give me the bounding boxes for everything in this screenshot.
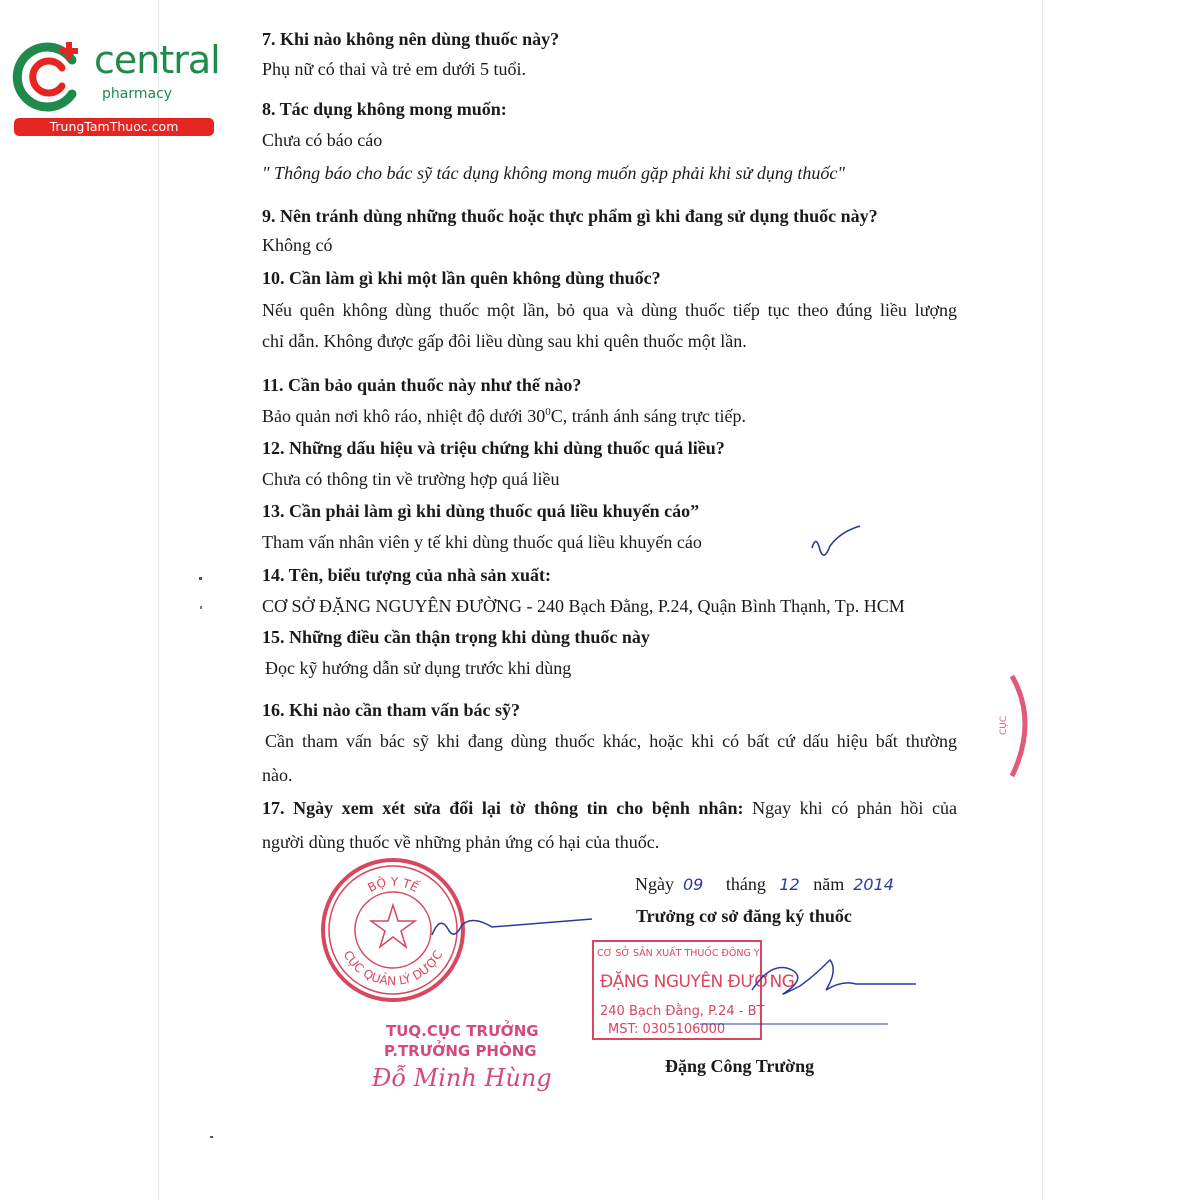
edge-stamp-arc-icon — [1012, 676, 1025, 776]
q10-heading: 10. Cần làm gì khi một lần quên không dùng thuốc? — [262, 268, 661, 288]
q11-text-a: Bảo quản nơi khô ráo, nhiệt độ dưới 30 — [262, 406, 546, 426]
q7-text: Phụ nữ có thai và trẻ em dưới 5 tuổi. — [262, 59, 526, 79]
company-stamp-line1: CƠ SỞ SẢN XUẤT THUỐC ĐÔNG Y — [597, 948, 760, 959]
ministry-round-seal — [318, 855, 468, 1005]
q10-text-line2: chỉ dẫn. Không được gấp đôi liều dùng sau khi quên thuốc một lần. — [262, 331, 747, 351]
date-month-label: tháng — [725, 874, 766, 894]
authority-name: Đỗ Minh Hùng — [372, 1064, 552, 1092]
seal-ring-text: CỤC QUẢN LÝ DƯỢC — [340, 948, 446, 989]
speck — [210, 1136, 213, 1138]
logo-url-badge[interactable]: TrungTamThuoc.com — [14, 118, 214, 136]
speck — [199, 577, 202, 580]
page-edge-right — [1042, 0, 1043, 1200]
q11-heading: 11. Cần bảo quản thuốc này như thế nào? — [262, 375, 582, 395]
q8-text: Chưa có báo cáo — [262, 130, 383, 150]
authority-line2: P.TRƯỞNG PHÒNG — [384, 1042, 537, 1060]
q17-text-line1: Ngay khi có phản hồi của — [752, 798, 958, 818]
q14-text: CƠ SỞ ĐẶNG NGUYÊN ĐƯỜNG - 240 Bạch Đằng, P.24, Quận Bình Thạnh, Tp. HCM — [262, 596, 905, 616]
signer-title: Trưởng cơ sở đăng ký thuốc — [636, 906, 852, 926]
q11-text-b: C, tránh ánh sáng trực tiếp. — [550, 406, 746, 426]
q13-text: Tham vấn nhân viên y tế khi dùng thuốc quá liều khuyến cáo — [262, 532, 702, 552]
q8-heading: 8. Tác dụng không mong muốn: — [262, 99, 507, 119]
q7-heading: 7. Khi nào không nên dùng thuốc này? — [262, 29, 560, 49]
speck — [200, 606, 202, 609]
date-year-value: 2014 — [853, 875, 894, 894]
q17-text-line2: người dùng thuốc về những phản ứng có hại của thuốc. — [262, 832, 660, 852]
logo-subtitle: pharmacy — [102, 86, 173, 102]
q12-heading: 12. Những dấu hiệu và triệu chứng khi dùng thuốc quá liều? — [262, 438, 725, 458]
company-stamp-line4: MST: 0305106000 — [608, 1022, 726, 1037]
q9-text: Không có — [262, 235, 333, 255]
company-stamp — [592, 940, 795, 1040]
q8-note: " Thông báo cho bác sỹ tác dụng không mong muốn gặp phải khi sử dụng thuốc" — [262, 163, 845, 183]
q16-text-line2: nào. — [262, 765, 293, 785]
authority-line1: TUQ.CỤC TRƯỞNG — [386, 1022, 539, 1040]
date-year-label: năm — [813, 874, 845, 894]
page-edge-left — [158, 0, 159, 1200]
q16-heading: 16. Khi nào cần tham vấn bác sỹ? — [262, 700, 521, 720]
date-day-value: 09 — [683, 875, 704, 894]
company-stamp-line2: ĐẶNG NGUYÊN ĐƯỜNG — [600, 972, 795, 992]
q17-line1 — [262, 797, 957, 819]
q15-heading: 15. Những điều cần thận trọng khi dùng thuốc này — [262, 627, 650, 647]
date-month-value: 12 — [779, 875, 800, 894]
q14-heading: 14. Tên, biểu tượng của nhà sản xuất: — [262, 565, 552, 585]
check-mark-icon — [812, 526, 860, 555]
seal-top-text: BỘ Y TẾ — [365, 874, 421, 895]
signer-name: Đặng Công Trường — [665, 1056, 815, 1076]
q10-text-line1: Nếu quên không dùng thuốc một lần, bỏ qua và dùng thuốc tiếp tục theo đúng liều lượng — [262, 300, 957, 320]
q15-text: Đọc kỹ hướng dẫn sử dụng trước khi dùng — [265, 658, 572, 678]
central-logo-icon — [10, 38, 88, 116]
q11-text — [262, 405, 746, 427]
q17-heading: 17. Ngày xem xét sửa đổi lại tờ thông tin cho bệnh nhân: — [262, 798, 744, 818]
logo-name: central — [94, 38, 220, 82]
central-pharmacy-logo[interactable] — [10, 38, 220, 138]
q12-text: Chưa có thông tin về trường hợp quá liều — [262, 469, 560, 489]
date-day-label: Ngày — [635, 874, 674, 894]
edge-stamp-text: CỤC — [999, 715, 1009, 735]
q13-heading: 13. Cần phải làm gì khi dùng thuốc quá liều khuyến cáo” — [262, 501, 700, 521]
q9-heading: 9. Nên tránh dùng những thuốc hoặc thực phẩm gì khi đang sử dụng thuốc này? — [262, 206, 878, 226]
q16-text-line1: Cần tham vấn bác sỹ khi đang dùng thuốc khác, hoặc khi có bất cứ dấu hiệu bất thường — [265, 731, 957, 751]
date-line — [635, 874, 894, 895]
q11-degree: 0 — [545, 406, 551, 418]
company-stamp-line3: 240 Bạch Đằng, P.24 - BT — [600, 1004, 765, 1019]
